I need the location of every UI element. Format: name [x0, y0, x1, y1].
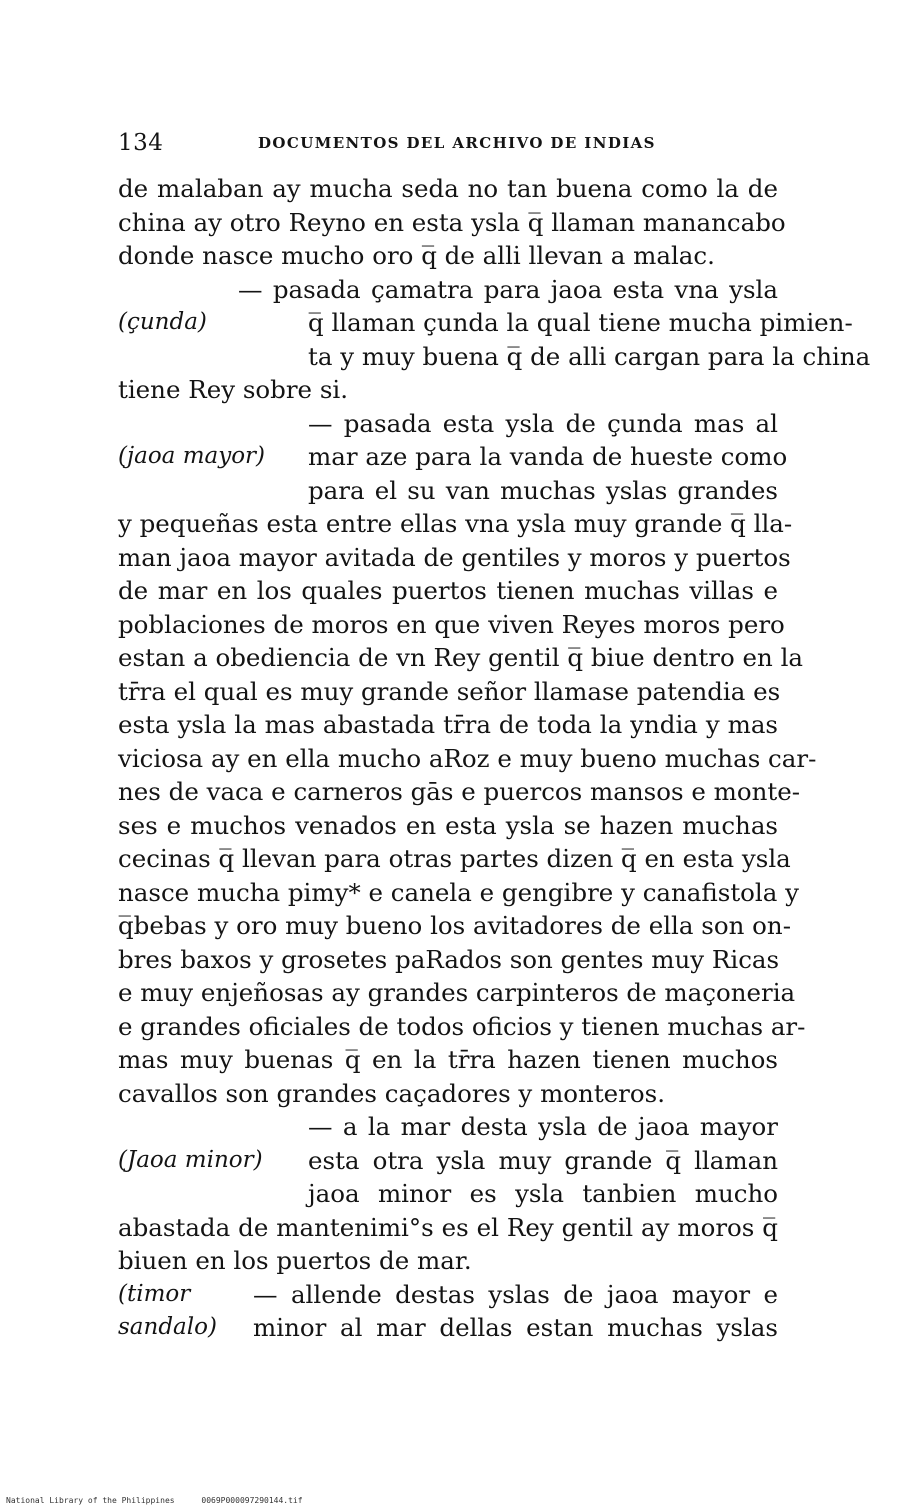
text-line: y pequeñas esta entre ellas vna ysla muy grande q̅ lla- [118, 509, 793, 538]
text-line: mas muy buenas q̅ en la tr̄ra hazen tienen muchos [118, 1045, 778, 1074]
line-text: esta otra ysla muy grande q̅ llaman [308, 1145, 778, 1175]
text-line: viciosa ay en ella mucho aRoz e muy bueno muchas car- [118, 743, 817, 773]
marginal-note: (Jaoa minor) [118, 1146, 263, 1173]
text-line: nasce mucha pimy* e canela e gengibre y canafistola y [118, 877, 799, 907]
text-line: donde nasce mucho oro q̅ de alli llevan a malac. [118, 241, 715, 270]
line-text: q̅ llaman çunda la qual tiene mucha pimien- [308, 308, 853, 337]
text-line [118, 1311, 778, 1345]
text-line: — pasada çamatra para jaoa esta vna ysla [238, 274, 778, 304]
text-line [118, 1144, 778, 1178]
marginal-note: (çunda) [118, 309, 207, 335]
running-title: DOCUMENTOS DEL ARCHIVO DE INDIAS [258, 134, 656, 152]
text-line: biuen en los puertos de mar. [118, 1246, 472, 1275]
page-number: 134 [118, 130, 164, 156]
text-line: — pasada esta ysla de çunda mas al [308, 408, 778, 438]
text-line [118, 306, 853, 340]
marginal-note: (jaoa mayor) [118, 443, 266, 469]
text-line: esta ysla la mas abastada tr̄ra de toda la yndia y mas [118, 710, 778, 739]
text-line: ta y muy buena q̅ de alli cargan para la china [308, 341, 871, 371]
text-line: man jaoa mayor avitada de gentiles y moros y puertos [118, 542, 791, 572]
text-line: china ay otro Reyno en esta ysla q̅ llaman manancabo [118, 207, 786, 237]
text-line [118, 1278, 778, 1312]
text-line: estan a obediencia de vn Rey gentil q̅ biue dentro en la [118, 643, 804, 672]
text-line: e muy enjeñosas ay grandes carpinteros de maçoneria [118, 978, 796, 1007]
scan-file-id: 0069P000097290144.tif [201, 1496, 303, 1505]
text-line: poblaciones de moros en que viven Reyes moros pero [118, 609, 785, 639]
text-line [118, 440, 788, 474]
line-text: — allende destas yslas de jaoa mayor e [253, 1279, 778, 1309]
text-line: nes de vaca e carneros gās e puercos mansos e monte- [118, 777, 801, 806]
text-line: cecinas q̅ llevan para otras partes dizen q̅ en esta ysla [118, 844, 791, 873]
text-line: ses e muchos venados en esta ysla se hazen muchas [118, 810, 778, 840]
scan-footer [6, 1496, 325, 1505]
text-line: abastada de mantenimi°s es el Rey gentil ay moros q̅ [118, 1212, 778, 1242]
text-line: e grandes oficiales de todos oficios y tienen muchas ar- [118, 1011, 806, 1041]
marginal-note: (timor [118, 1280, 191, 1307]
line-text: mar aze para la vanda de hueste como [308, 442, 788, 471]
text-line: tiene Rey sobre si. [118, 375, 349, 404]
text-line: jaoa minor es ysla tanbien mucho [308, 1179, 778, 1208]
text-line: tr̄ra el qual es muy grande señor llamase patendia es [118, 676, 781, 706]
text-line: bres baxos y grosetes paRados son gentes muy Ricas [118, 944, 780, 974]
text-line: cavallos son grandes caçadores y monteros. [118, 1078, 665, 1108]
text-line: — a la mar desta ysla de jaoa mayor [308, 1112, 778, 1141]
text-line: de malaban ay mucha seda no tan buena como la de [118, 174, 778, 203]
text-line: para el su van muchas yslas grandes [308, 475, 778, 505]
line-text: minor al mar dellas estan muchas yslas [253, 1313, 778, 1342]
text-line: q̅bebas y oro muy bueno los avitadores de ella son on- [118, 911, 791, 940]
marginal-note: sandalo) [118, 1314, 217, 1340]
text-line: de mar en los quales puertos tienen muchas villas e [118, 576, 778, 605]
library-credit: National Library of the Philippines [6, 1496, 175, 1505]
body-text [118, 172, 871, 1345]
page-header [118, 130, 778, 160]
